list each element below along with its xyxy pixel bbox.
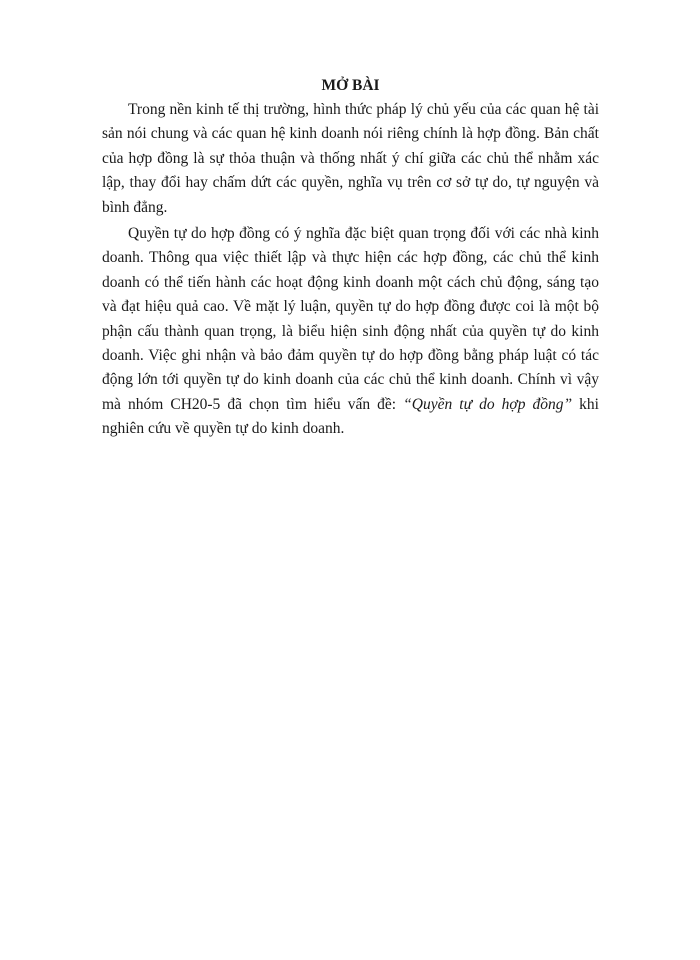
paragraph-significance-ending: khi nghiên cứu về quyền tự do kinh doanh. (102, 395, 599, 438)
document-body (102, 74, 599, 442)
paragraph-intro (102, 98, 599, 220)
paragraph-intro-text: Trong nền kinh tế thị trường, hình thức pháp lý chủ yếu của các quan hệ tài sản nói chung và các quan hệ kinh doanh nói riêng chính là hợp đồng. Bản chất của hợp đồng là sự thỏa thuận và thống nhất ý chí giữa các chủ thể nhằm xác lập, thay đổi hay chấm dứt các quyền, nghĩa vụ trên cơ sở tự do, tự nguyện và bình đẳng. (102, 101, 599, 216)
paragraph-significance-text: Quyền tự do hợp đồng có ý nghĩa đặc biệt quan trọng đối với các nhà kinh doanh. Thông qua việc thiết lập và thực hiện các hợp đồng, các chủ thể kinh doanh có thể tiến hành các hoạt động kinh doanh một cách chủ động, sáng tạo và đạt hiệu quả cao. Về mặt lý luận, quyền tự do hợp đồng được coi là một bộ phận cấu thành quan trọng, là biểu hiện sinh động nhất của quyền tự do kinh doanh. Việc ghi nhận và bảo đảm quyền tự do hợp đồng bằng pháp luật có tác động lớn tới quyền tự do kinh doanh của các chủ thể kinh doanh. Chính vì vậy mà nhóm CH20-5 đã chọn tìm hiểu vấn đề: (102, 225, 599, 413)
document-title: MỞ BÀI (321, 77, 380, 94)
paragraph-significance (102, 222, 599, 442)
topic-quote: “Quyền tự do hợp đồng” (403, 395, 573, 413)
